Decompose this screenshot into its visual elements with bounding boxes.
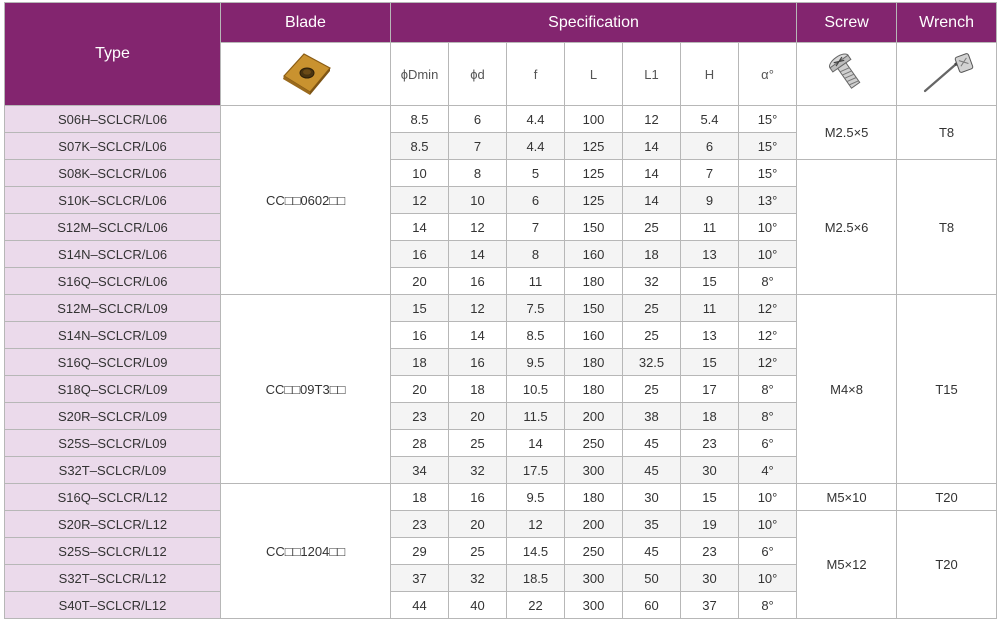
spec-value-cell: 16 <box>449 484 507 511</box>
spec-value-cell: 30 <box>681 565 739 592</box>
type-cell: S25S–SCLCR/L12 <box>5 538 221 565</box>
spec-value-cell: 12° <box>739 322 797 349</box>
spec-value-cell: 180 <box>565 349 623 376</box>
wrench-cell: T15 <box>897 295 997 484</box>
spec-value-cell: 60 <box>623 592 681 619</box>
spec-value-cell: 7 <box>449 133 507 160</box>
spec-value-cell: 10° <box>739 484 797 511</box>
spec-value-cell: 200 <box>565 403 623 430</box>
spec-value-cell: 13 <box>681 322 739 349</box>
spec-value-cell: 7 <box>507 214 565 241</box>
spec-value-cell: 30 <box>623 484 681 511</box>
column-header-f: f <box>507 43 565 106</box>
spec-value-cell: 14.5 <box>507 538 565 565</box>
spec-value-cell: 14 <box>623 133 681 160</box>
spec-value-cell: 8° <box>739 268 797 295</box>
table-row <box>5 295 997 322</box>
spec-value-cell: 15° <box>739 133 797 160</box>
spec-value-cell: 12° <box>739 295 797 322</box>
type-cell: S32T–SCLCR/L09 <box>5 457 221 484</box>
spec-value-cell: 32 <box>623 268 681 295</box>
wrench-header: Wrench <box>897 3 997 43</box>
spec-value-cell: 16 <box>449 268 507 295</box>
wrench-cell: T20 <box>897 511 997 619</box>
blade-code-cell: CC□□09T3□□ <box>221 295 391 484</box>
spec-value-cell: 150 <box>565 214 623 241</box>
spec-value-cell: 20 <box>391 376 449 403</box>
type-cell: S18Q–SCLCR/L09 <box>5 376 221 403</box>
spec-value-cell: 12 <box>391 187 449 214</box>
spec-value-cell: 25 <box>623 214 681 241</box>
type-cell: S32T–SCLCR/L12 <box>5 565 221 592</box>
spec-value-cell: 40 <box>449 592 507 619</box>
spec-value-cell: 45 <box>623 538 681 565</box>
spec-value-cell: 9.5 <box>507 349 565 376</box>
spec-value-cell: 180 <box>565 376 623 403</box>
spec-value-cell: 34 <box>391 457 449 484</box>
column-header-h: H <box>681 43 739 106</box>
spec-value-cell: 25 <box>623 322 681 349</box>
spec-value-cell: 300 <box>565 592 623 619</box>
screw-cell: M5×12 <box>797 511 897 619</box>
spec-value-cell: 5 <box>507 160 565 187</box>
spec-value-cell: 16 <box>449 349 507 376</box>
spec-value-cell: 13 <box>681 241 739 268</box>
spec-value-cell: 23 <box>391 511 449 538</box>
spec-value-cell: 11 <box>681 214 739 241</box>
screw-header: Screw <box>797 3 897 43</box>
type-cell: S16Q–SCLCR/L12 <box>5 484 221 511</box>
wrench-image-cell <box>897 43 997 106</box>
spec-value-cell: 10.5 <box>507 376 565 403</box>
spec-value-cell: 19 <box>681 511 739 538</box>
spec-value-cell: 29 <box>391 538 449 565</box>
blade-image-cell <box>221 43 391 106</box>
screw-cell: M4×8 <box>797 295 897 484</box>
spec-value-cell: 12 <box>623 106 681 133</box>
spec-value-cell: 30 <box>681 457 739 484</box>
spec-value-cell: 18 <box>391 484 449 511</box>
spec-value-cell: 180 <box>565 268 623 295</box>
spec-value-cell: 18 <box>391 349 449 376</box>
spec-value-cell: 6 <box>507 187 565 214</box>
spec-value-cell: 100 <box>565 106 623 133</box>
spec-value-cell: 45 <box>623 457 681 484</box>
spec-value-cell: 5.4 <box>681 106 739 133</box>
table-row <box>5 106 997 133</box>
spec-value-cell: 10° <box>739 565 797 592</box>
spec-value-cell: 8.5 <box>391 133 449 160</box>
spec-value-cell: 32 <box>449 565 507 592</box>
screw-cell: M2.5×6 <box>797 160 897 295</box>
type-cell: S16Q–SCLCR/L09 <box>5 349 221 376</box>
type-cell: S10K–SCLCR/L06 <box>5 187 221 214</box>
specification-header: Specification <box>391 3 797 43</box>
spec-value-cell: 11 <box>681 295 739 322</box>
type-cell: S08K–SCLCR/L06 <box>5 160 221 187</box>
spec-value-cell: 14 <box>623 160 681 187</box>
spec-value-cell: 50 <box>623 565 681 592</box>
type-cell: S16Q–SCLCR/L06 <box>5 268 221 295</box>
type-cell: S12M–SCLCR/L09 <box>5 295 221 322</box>
column-header-dmin: ϕDmin <box>391 43 449 106</box>
table-row <box>5 484 997 511</box>
spec-value-cell: 10° <box>739 214 797 241</box>
spec-value-cell: 7.5 <box>507 295 565 322</box>
spec-value-cell: 4.4 <box>507 106 565 133</box>
spec-value-cell: 23 <box>681 430 739 457</box>
spec-value-cell: 200 <box>565 511 623 538</box>
spec-value-cell: 35 <box>623 511 681 538</box>
spec-value-cell: 17.5 <box>507 457 565 484</box>
spec-value-cell: 20 <box>449 403 507 430</box>
spec-value-cell: 160 <box>565 241 623 268</box>
spec-value-cell: 32.5 <box>623 349 681 376</box>
spec-value-cell: 25 <box>623 295 681 322</box>
spec-value-cell: 15 <box>391 295 449 322</box>
type-header: Type <box>5 3 221 106</box>
spec-value-cell: 14 <box>623 187 681 214</box>
spec-value-cell: 15 <box>681 268 739 295</box>
spec-value-cell: 125 <box>565 187 623 214</box>
spec-value-cell: 18 <box>681 403 739 430</box>
spec-value-cell: 4.4 <box>507 133 565 160</box>
spec-value-cell: 14 <box>449 241 507 268</box>
screw-icon <box>827 51 867 98</box>
blade-code-cell: CC□□0602□□ <box>221 106 391 295</box>
type-cell: S14N–SCLCR/L09 <box>5 322 221 349</box>
spec-value-cell: 6 <box>681 133 739 160</box>
spec-value-cell: 16 <box>391 241 449 268</box>
spec-value-cell: 38 <box>623 403 681 430</box>
screw-cell: M5×10 <box>797 484 897 511</box>
spec-value-cell: 37 <box>681 592 739 619</box>
type-cell: S20R–SCLCR/L12 <box>5 511 221 538</box>
spec-value-cell: 250 <box>565 538 623 565</box>
spec-value-cell: 8.5 <box>391 106 449 133</box>
spec-value-cell: 18 <box>623 241 681 268</box>
spec-value-cell: 44 <box>391 592 449 619</box>
spec-value-cell: 18 <box>449 376 507 403</box>
spec-value-cell: 25 <box>449 430 507 457</box>
spec-value-cell: 12 <box>449 295 507 322</box>
spec-value-cell: 8.5 <box>507 322 565 349</box>
spec-value-cell: 14 <box>507 430 565 457</box>
spec-value-cell: 32 <box>449 457 507 484</box>
spec-value-cell: 10 <box>391 160 449 187</box>
type-cell: S07K–SCLCR/L06 <box>5 133 221 160</box>
spec-value-cell: 12 <box>507 511 565 538</box>
spec-value-cell: 10° <box>739 511 797 538</box>
column-header-d: ϕd <box>449 43 507 106</box>
spec-value-cell: 25 <box>449 538 507 565</box>
spec-value-cell: 9.5 <box>507 484 565 511</box>
specification-table <box>4 2 997 619</box>
spec-value-cell: 25 <box>623 376 681 403</box>
spec-value-cell: 12 <box>449 214 507 241</box>
table-row <box>5 511 997 538</box>
spec-value-cell: 150 <box>565 295 623 322</box>
spec-value-cell: 15° <box>739 106 797 133</box>
spec-value-cell: 8° <box>739 592 797 619</box>
spec-value-cell: 8° <box>739 403 797 430</box>
spec-value-cell: 6° <box>739 430 797 457</box>
type-cell: S12M–SCLCR/L06 <box>5 214 221 241</box>
column-header-l: L <box>565 43 623 106</box>
spec-value-cell: 10° <box>739 241 797 268</box>
spec-value-cell: 13° <box>739 187 797 214</box>
spec-value-cell: 23 <box>391 403 449 430</box>
wrench-icon <box>919 51 975 98</box>
wrench-cell: T20 <box>897 484 997 511</box>
spec-value-cell: 9 <box>681 187 739 214</box>
spec-value-cell: 28 <box>391 430 449 457</box>
blade-code-cell: CC□□1204□□ <box>221 484 391 619</box>
spec-value-cell: 125 <box>565 133 623 160</box>
type-cell: S25S–SCLCR/L09 <box>5 430 221 457</box>
wrench-cell: T8 <box>897 160 997 295</box>
spec-value-cell: 250 <box>565 430 623 457</box>
column-header-alpha: α° <box>739 43 797 106</box>
spec-value-cell: 23 <box>681 538 739 565</box>
spec-value-cell: 8° <box>739 376 797 403</box>
table-row <box>5 160 997 187</box>
spec-value-cell: 11.5 <box>507 403 565 430</box>
type-cell: S40T–SCLCR/L12 <box>5 592 221 619</box>
spec-value-cell: 12° <box>739 349 797 376</box>
spec-value-cell: 15 <box>681 484 739 511</box>
screw-image-cell <box>797 43 897 106</box>
type-cell: S20R–SCLCR/L09 <box>5 403 221 430</box>
spec-value-cell: 8 <box>449 160 507 187</box>
type-cell: S14N–SCLCR/L06 <box>5 241 221 268</box>
spec-value-cell: 15 <box>681 349 739 376</box>
spec-value-cell: 20 <box>391 268 449 295</box>
spec-value-cell: 15° <box>739 160 797 187</box>
spec-value-cell: 300 <box>565 565 623 592</box>
spec-value-cell: 125 <box>565 160 623 187</box>
spec-value-cell: 14 <box>391 214 449 241</box>
spec-value-cell: 6° <box>739 538 797 565</box>
spec-value-cell: 300 <box>565 457 623 484</box>
spec-value-cell: 7 <box>681 160 739 187</box>
spec-value-cell: 22 <box>507 592 565 619</box>
screw-cell: M2.5×5 <box>797 106 897 160</box>
spec-value-cell: 180 <box>565 484 623 511</box>
type-cell: S06H–SCLCR/L06 <box>5 106 221 133</box>
column-header-l1: L1 <box>623 43 681 106</box>
insert-icon <box>278 50 334 99</box>
spec-value-cell: 37 <box>391 565 449 592</box>
spec-value-cell: 20 <box>449 511 507 538</box>
spec-value-cell: 6 <box>449 106 507 133</box>
spec-value-cell: 45 <box>623 430 681 457</box>
spec-value-cell: 10 <box>449 187 507 214</box>
wrench-cell: T8 <box>897 106 997 160</box>
spec-value-cell: 14 <box>449 322 507 349</box>
spec-value-cell: 11 <box>507 268 565 295</box>
table-body <box>5 106 997 619</box>
spec-value-cell: 4° <box>739 457 797 484</box>
spec-value-cell: 18.5 <box>507 565 565 592</box>
spec-value-cell: 17 <box>681 376 739 403</box>
spec-value-cell: 8 <box>507 241 565 268</box>
blade-header: Blade <box>221 3 391 43</box>
spec-value-cell: 160 <box>565 322 623 349</box>
spec-value-cell: 16 <box>391 322 449 349</box>
